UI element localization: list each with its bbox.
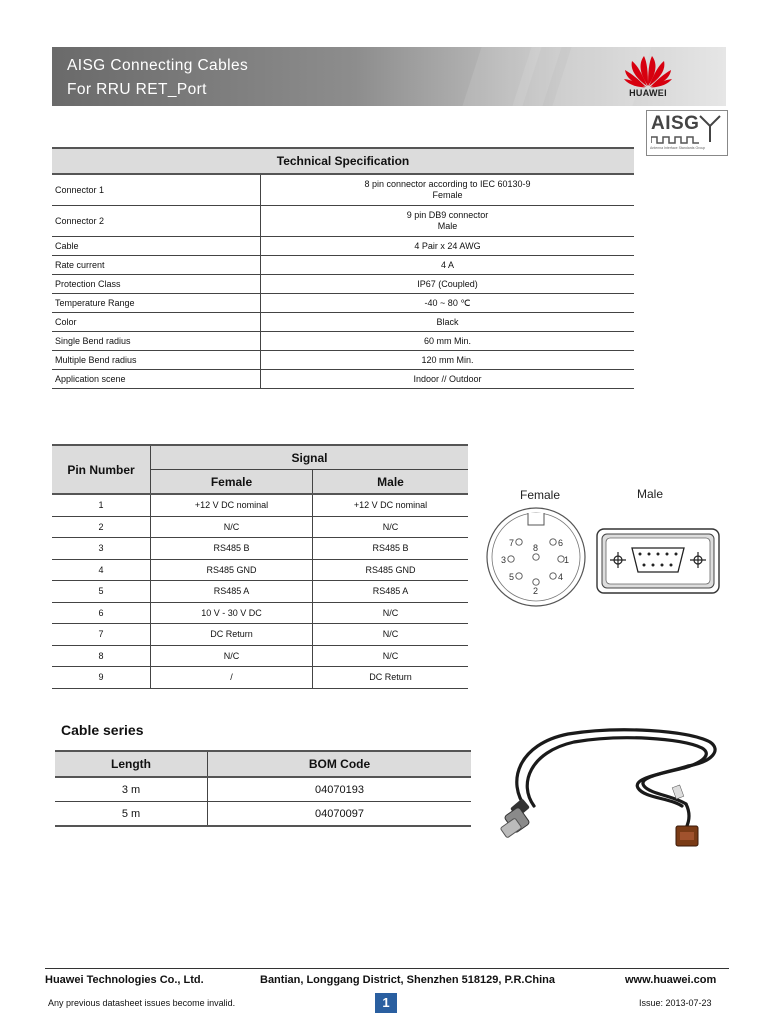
spec-value: -40 ~ 80 ℃ <box>261 294 635 313</box>
footer-website[interactable]: www.huawei.com <box>625 974 717 986</box>
huawei-logo <box>620 52 676 102</box>
female-connector-diagram <box>484 505 590 609</box>
cable-length: 5 m <box>55 802 208 827</box>
female-signal: N/C <box>151 645 313 667</box>
table-row <box>52 645 468 667</box>
spec-value: 60 mm Min. <box>261 332 635 351</box>
table-row <box>52 351 634 370</box>
table-row <box>55 802 471 827</box>
table-row <box>52 538 468 560</box>
signal-header: Signal <box>151 445 469 470</box>
male-signal: N/C <box>313 602 469 624</box>
huawei-petal-icon <box>620 52 676 88</box>
female-signal: DC Return <box>151 624 313 646</box>
male-connector-diagram <box>596 528 720 594</box>
table-row <box>52 516 468 538</box>
female-signal: RS485 A <box>151 581 313 603</box>
spec-value: 8 pin connector according to IEC 60130-9 Female <box>261 174 635 206</box>
spec-value: IP67 (Coupled) <box>261 275 635 294</box>
pin-number: 5 <box>52 581 151 603</box>
signal-wave-icon <box>651 135 699 145</box>
pin-label: 1 <box>564 555 570 565</box>
female-signal: +12 V DC nominal <box>151 494 313 516</box>
spec-value: 120 mm Min. <box>261 351 635 370</box>
spec-key: Temperature Range <box>52 294 261 313</box>
table-row <box>52 313 634 332</box>
spec-table-title: Technical Specification <box>52 148 634 174</box>
length-header: Length <box>55 751 208 777</box>
pin-label: 7 <box>509 538 515 548</box>
spec-value: 4 A <box>261 256 635 275</box>
pin-label: 6 <box>558 538 564 548</box>
cable-photo <box>498 722 722 852</box>
female-signal: RS485 B <box>151 538 313 560</box>
pin-number: 9 <box>52 667 151 689</box>
male-signal: RS485 B <box>313 538 469 560</box>
table-row <box>52 237 634 256</box>
table-row <box>52 624 468 646</box>
pin-number-header: Pin Number <box>52 445 151 494</box>
spec-key: Protection Class <box>52 275 261 294</box>
document-title-line1: AISG Connecting Cables <box>67 57 249 74</box>
pin-label: 5 <box>509 572 515 582</box>
table-row <box>52 494 468 516</box>
male-signal: RS485 A <box>313 581 469 603</box>
pin-label: 8 <box>533 543 539 553</box>
male-signal: RS485 GND <box>313 559 469 581</box>
female-header: Female <box>151 470 313 495</box>
male-signal: +12 V DC nominal <box>313 494 469 516</box>
male-header: Male <box>313 470 469 495</box>
table-row <box>55 777 471 802</box>
table-row <box>52 332 634 351</box>
cable-series-title: Cable series <box>61 722 144 738</box>
pin-number: 8 <box>52 645 151 667</box>
pin-label: 4 <box>558 572 564 582</box>
female-signal: RS485 GND <box>151 559 313 581</box>
spec-key: Cable <box>52 237 261 256</box>
spec-key: Connector 1 <box>52 174 261 206</box>
spec-value: Black <box>261 313 635 332</box>
table-row <box>52 559 468 581</box>
cable-length: 3 m <box>55 777 208 802</box>
pin-assignment-table <box>52 444 468 689</box>
cable-series-table <box>55 750 471 827</box>
pin-label: 3 <box>501 555 507 565</box>
spec-key: Connector 2 <box>52 206 261 237</box>
male-signal: N/C <box>313 516 469 538</box>
spec-key: Color <box>52 313 261 332</box>
pin-number: 3 <box>52 538 151 560</box>
huawei-wordmark: HUAWEI <box>629 88 667 98</box>
spec-key: Rate current <box>52 256 261 275</box>
page-number: 1 <box>375 993 397 1013</box>
spec-key: Multiple Bend radius <box>52 351 261 370</box>
pin-number: 2 <box>52 516 151 538</box>
issue-date: Issue: 2013-07-23 <box>639 998 712 1008</box>
table-row <box>52 581 468 603</box>
bom-code: 04070193 <box>208 777 472 802</box>
pin-number: 4 <box>52 559 151 581</box>
table-row <box>52 174 634 206</box>
table-row <box>52 294 634 313</box>
spec-value: 4 Pair x 24 AWG <box>261 237 635 256</box>
male-signal: N/C <box>313 624 469 646</box>
female-connector-label: Female <box>520 488 561 502</box>
aisg-logo-subtitle: Antenna Interface Standards Group <box>650 146 706 150</box>
female-signal: N/C <box>151 516 313 538</box>
pin-number: 7 <box>52 624 151 646</box>
document-title-line2: For RRU RET_Port <box>67 81 207 98</box>
pin-number: 1 <box>52 494 151 516</box>
footer-divider <box>45 968 729 969</box>
spec-key: Application scene <box>52 370 261 389</box>
male-connector-label: Male <box>637 487 664 501</box>
table-row <box>52 667 468 689</box>
table-row <box>52 602 468 624</box>
aisg-logo-text: AISG <box>651 113 700 134</box>
male-signal: N/C <box>313 645 469 667</box>
bom-code: 04070097 <box>208 802 472 827</box>
footer-company: Huawei Technologies Co., Ltd. <box>45 974 204 986</box>
table-row <box>52 275 634 294</box>
aisg-logo <box>646 110 728 156</box>
spec-value: 9 pin DB9 connector Male <box>261 206 635 237</box>
male-signal: DC Return <box>313 667 469 689</box>
female-signal: / <box>151 667 313 689</box>
technical-specification-table <box>52 147 634 389</box>
spec-value: Indoor // Outdoor <box>261 370 635 389</box>
table-row <box>52 370 634 389</box>
female-signal: 10 V - 30 V DC <box>151 602 313 624</box>
table-row <box>52 206 634 237</box>
table-row <box>52 256 634 275</box>
pin-number: 6 <box>52 602 151 624</box>
pin-label: 2 <box>533 586 539 596</box>
antenna-icon <box>697 114 723 144</box>
spec-key: Single Bend radius <box>52 332 261 351</box>
bom-code-header: BOM Code <box>208 751 472 777</box>
footer-notice: Any previous datasheet issues become invalid. <box>48 998 236 1008</box>
footer-address: Bantian, Longgang District, Shenzhen 518129, P.R.China <box>260 974 556 986</box>
